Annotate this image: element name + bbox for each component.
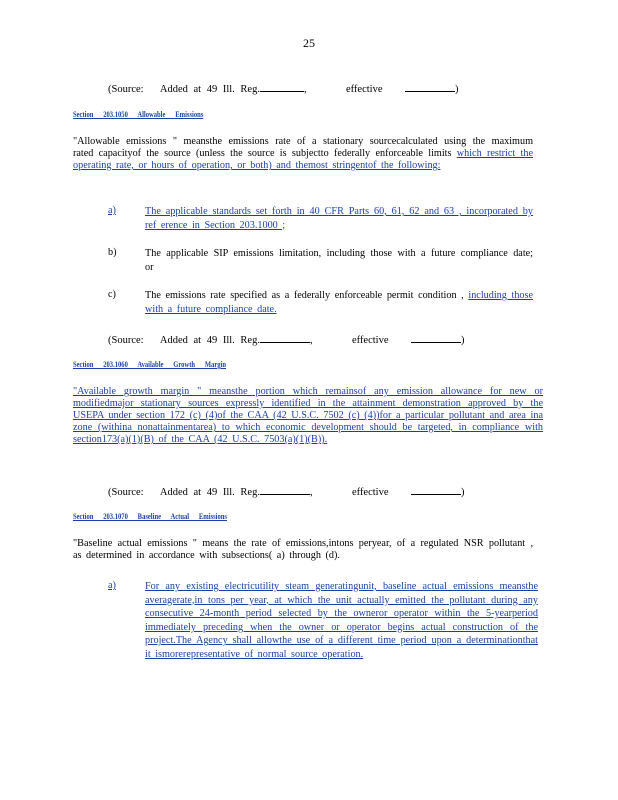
register-blank [260,80,304,92]
register-label: Ill. Reg. [222,84,260,95]
section-heading: Section 203.1050 Allowable Emissions [73,110,204,119]
source-note: (Source: Added at 49 Ill. Reg. , effective ) [108,331,464,346]
added-label: Added [159,84,188,95]
close-paren: ) [460,487,465,498]
item-text-plain: The emissions rate specified as a federally enforceable permit condition , [145,290,464,301]
definition-paragraph: "Baseline actual emissions " means the rate of emissions,intons peryear, of a regulated NSR pollutant , as determined in accordance with subsections( a) through (d). [73,538,533,561]
effective-blank [411,331,461,343]
close-paren: ) [460,335,465,346]
register-label: Ill. Reg. [222,487,260,498]
definition-paragraph: "Available growth margin " meansthe portion which remainsof any emission allowance for new or modifiedmajor stationary sources expressly identified in the attainment demonstration approved by the USEPA under section 172 (c) (4)of the CAA (42 U.S.C. 7502 (c) (4))for a particular pollutant and area ina zone (withina nonattainmentarea) to which economic development should be targeted, in compliance with section173(a)(1)(B) of the CAA (42 U.S.C. 7503(a)(1)(B)). [73,386,543,445]
at-label: at [193,487,202,498]
item-text [145,289,533,316]
effective-label: effective [345,84,383,95]
item-text: For any existing electricutility steam generatingunit, baseline actual emissions meansthe averagerate,in tons per year, at which the unit actually emitted the pollutant during any consecutive 24-month period selected by the owneror operator within the 5-yearperiod immediately preceding when the owner or operator begins actual construction of the project.The Agency shall allowthe use of a different time period upon a determinationthat it ismorerepresentative of normal source operation. [145,581,538,660]
effective-blank [411,483,461,495]
section-heading: Section 203.1060 Available Growth Margin [73,360,227,369]
item-label: b) [108,247,117,258]
source-note: (Source: Added at 49 Ill. Reg. , effective ) [108,483,464,498]
effective-blank [405,80,455,92]
volume-number: 49 [206,335,218,346]
at-label: at [193,335,202,346]
source-note: (Source: Added at 49 Ill. Reg. , effective ) [108,80,458,95]
item-text: The applicable SIP emissions limitation, including those with a future compliance date; or [145,248,533,273]
close-paren: ) [454,84,459,95]
added-label: Added [159,487,188,498]
definition-text-added: which restrict the operating rate, or hours of operation, or both) and themost stringentof the following: [73,148,533,171]
item-text: The applicable standards set forth in 40 CFR Parts 60, 61, 62 and 63 , incorporated by ref erence in Section 203.1000 ; [145,206,533,231]
effective-label: effective [351,487,389,498]
volume-number: 49 [206,487,218,498]
item-label: c) [108,289,116,300]
item-text-added: including those with a future compliance date. [145,290,533,315]
added-label: Added [159,335,188,346]
source-label: (Source: [108,335,144,346]
item-label: a) [108,205,116,216]
definition-text: "Allowable emissions " meansthe emissions rate of a stationary sourcecalculated using the maximum rated capacityof the source (unless the source is subjectto federally enforceable limits [73,136,533,159]
register-blank [260,483,310,495]
item-label: a) [108,580,116,591]
register-blank [260,331,310,343]
page-number: 25 [303,36,315,50]
effective-label: effective [351,335,389,346]
source-label: (Source: [108,84,144,95]
at-label: at [193,84,202,95]
source-label: (Source: [108,487,144,498]
section-heading: Section 203.1070 Baseline Actual Emissions [73,512,227,521]
volume-number: 49 [206,84,218,95]
register-label: Ill. Reg. [222,335,260,346]
definition-paragraph [73,136,533,172]
